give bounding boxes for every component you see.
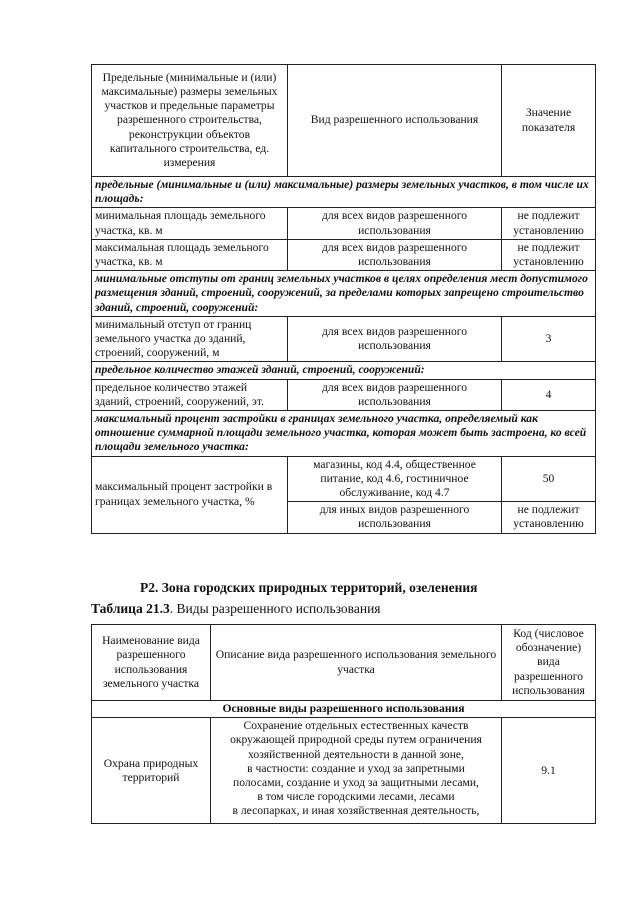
section-row [92,411,596,457]
row-max-area-use: для всех видов разрешенного использования [288,239,502,270]
row-setback-name: минимальный отступ от границ земельного участка до зданий, строений, сооружений, м [92,316,288,362]
description-line: в лесопарках, и иная хозяйственная деятельность, [232,804,480,818]
header-use-type: Вид разрешенного использования [288,65,502,177]
table-row [92,239,596,270]
section-row [92,271,596,317]
table-row [92,316,596,362]
row-min-area-value: не подлежит установлению [502,208,596,239]
description-line: в частности: создание и уход за запретными [247,761,465,775]
row-nature-protection-description [211,718,502,824]
table-caption [91,601,595,617]
section-floors: предельное количество этажей зданий, строений, сооружений: [92,362,596,379]
row-coverage-value-a: 50 [502,456,596,502]
description-line: полосами, создание и уход за защитными лесами, [233,776,479,790]
zone-heading: Р2. Зона городских природных территорий, озеленения [140,580,478,595]
section-row [92,701,596,718]
row-coverage-name: максимальный процент застройки в границах земельного участка, % [92,456,288,533]
table-row [92,718,596,824]
row-floors-value: 4 [502,379,596,410]
description-line: Сохранение отдельных естественных качеств [243,719,469,733]
row-nature-protection-name: Охрана природных территорий [92,718,211,824]
table-header-row [92,625,596,701]
land-parameters-table [91,64,596,534]
row-min-area-use: для всех видов разрешенного использования [288,208,502,239]
table-row [92,208,596,239]
section-plot-sizes: предельные (минимальные и (или) максимальные) размеры земельных участков, в том числе их площадь: [92,177,596,208]
section-row [92,362,596,379]
header-use-code: Код (числовое обозначение) вида разрешенного использования [502,625,596,701]
header-use-name: Наименование вида разрешенного использования земельного участка [92,625,211,701]
table-row [92,379,596,410]
description-line: окружающей природной среды путем ограничения [230,733,482,747]
row-nature-protection-code: 9.1 [502,718,596,824]
table-caption-text: . Виды разрешенного использования [169,601,381,616]
description-line: хозяйственной деятельности в данной зоне, [248,747,464,761]
row-coverage-use-b: для иных видов разрешенного использования [288,502,502,533]
row-floors-use: для всех видов разрешенного использования [288,379,502,410]
table-caption-number: Таблица 21.3 [91,601,170,616]
row-floors-name: предельное количество этажей зданий, строений, сооружений, эт. [92,379,288,410]
section-coverage: максимальный процент застройки в границах земельного участка, определяемый как отношение суммарной площади земельного участка, которая может быть застроена, ко всей площади земельного участка: [92,411,596,457]
row-max-area-name: максимальная площадь земельного участка, кв. м [92,239,288,270]
section-main-uses: Основные виды разрешенного использования [92,701,596,718]
table-header-row [92,65,596,177]
row-coverage-value-b: не подлежит установлению [502,502,596,533]
section-setbacks: минимальные отступы от границ земельных участков в целях определения мест допустимого размещения зданий, строений, сооружений, за пределами которых запрещено строительство зданий, строений, сооружений: [92,271,596,317]
row-coverage-use-a: магазины, код 4.4, общественное питание, код 4.6, гостиничное обслуживание, код 4.7 [288,456,502,502]
permitted-uses-table [91,624,596,824]
header-value: Значение показателя [502,65,596,177]
row-setback-value: 3 [502,316,596,362]
row-max-area-value: не подлежит установлению [502,239,596,270]
table-row [92,456,596,502]
row-setback-use: для всех видов разрешенного использования [288,316,502,362]
description-line: в том числе городскими лесами, лесами [257,790,455,804]
section-row [92,177,596,208]
row-min-area-name: минимальная площадь земельного участка, кв. м [92,208,288,239]
header-parameters: Предельные (минимальные и (или) максимальные) размеры земельных участков и предельные параметры разрешенного строительства, реконструкции объектов капитального строительства, ед. измерения [92,65,288,177]
header-use-description: Описание вида разрешенного использования земельного участка [211,625,502,701]
